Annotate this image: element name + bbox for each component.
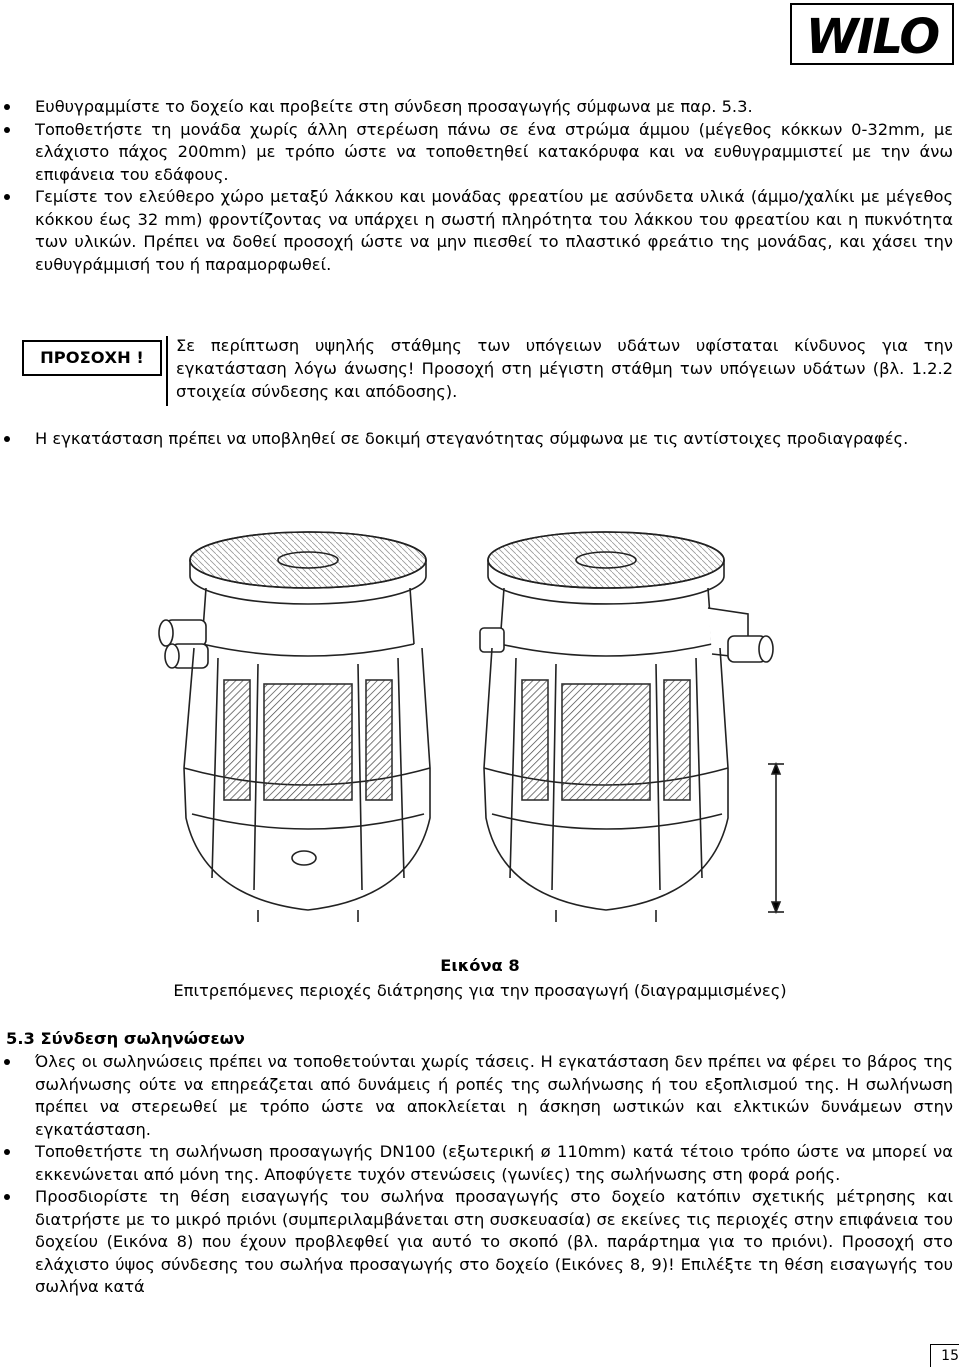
page-number: 15: [930, 1344, 959, 1367]
list-item: Τοποθετήστε τη μονάδα χωρίς άλλη στερέωση πάνω σε ένα στρώμα άμμου (μέγεθος κόκκων 0-32mm, με ελάχιστο πάχος 200mm) με τρόπο ώστε να τοποθετηθεί κατακόρυφα και να ευθυγραμμιστεί με την άνω επιφάνεια του εδάφους.: [35, 119, 953, 187]
warning-label: ΠΡΟΣΟΧΗ !: [22, 340, 162, 376]
list-item: Τοποθετήστε τη σωλήνωση προσαγωγής DN100 (εξωτερική ø 110mm) κατά τέτοιο τρόπο ώστε να μπορεί να εκκενώνεται από μόνη της. Αποφύγετε τυχόν στενώσεις (γωνίες) της σωλήνωσης στη φορά ροής.: [35, 1141, 953, 1186]
instructions-list-3: [35, 1051, 953, 1299]
svg-text:WILO: WILO: [805, 9, 939, 61]
list-item: Ευθυγραμμίστε το δοχείο και προβείτε στη σύνδεση προσαγωγής σύμφωνα με παρ. 5.3.: [35, 96, 953, 119]
figure-caption: Επιτρεπόμενες περιοχές διάτρησης για την προσαγωγή (διαγραμμισμένες): [173, 981, 787, 1000]
list-item: Προσδιορίστε τη θέση εισαγωγής του σωλήνα προσαγωγής στο δοχείο κατόπιν σχετικής μέτρησης και διατρήστε με το μικρό πριόνι (συμπεριλαμβάνεται στη συσκευασία) σε εκείνες τις περιοχές στην επιφάνεια του δοχείου (Εικόνα 8) που έχουν προβλεφθεί για αυτό το σκοπό (βλ. παράρτημα για το πριόνι). Προσοχή στο ελάχιστο ύψος σύνδεσης του σωλήνα προσαγωγής στο δοχείο (Εικόνες 8, 9)! Επιλέξτε τη θέση εισαγωγής του σωλήνα κατά: [35, 1186, 953, 1299]
list-item: Όλες οι σωληνώσεις πρέπει να τοποθετούνται χωρίς τάσεις. Η εγκατάσταση δεν πρέπει να φέρει το βάρος της σωλήνωσης ούτε να επηρεάζεται από δυνάμεις ή ροπές της σωλήνωσης ή του εξοπλισμού της. Η σωλήνωση πρέπει να στερεωθεί με τρόπο ώστε να αποκλείεται η άσκηση ωστικών και ελκτικών δυνάμεων στην εγκατάσταση.: [35, 1051, 953, 1141]
section-title: 5.3 Σύνδεση σωληνώσεων: [6, 1029, 245, 1048]
tank-drawings: [108, 518, 852, 942]
instructions-list-1: [35, 96, 953, 276]
instructions-list-2: [35, 428, 953, 451]
wilo-logo-mark: [796, 9, 948, 61]
list-item: Γεμίστε τον ελεύθερο χώρο μεταξύ λάκκου και μονάδας φρεατίου με ασύνδετα υλικά (άμμο/χαλίκι με μέγεθος κόκκου έως 32 mm) φροντίζοντας να υπάρχει η σωστή πληρότητα του λάκκου του φρεατίου και η πυκνότητα των υλικών. Πρέπει να δοθεί προσοχή ώστε να μην πιεσθεί το πλαστικό φρεάτιο της μονάδας, και χάσει την ευθυγράμμισή του ή παραμορφωθεί.: [35, 186, 953, 276]
right-tank: [480, 532, 784, 922]
left-tank: [159, 532, 430, 922]
warning-divider: [166, 336, 168, 406]
wilo-logo: [790, 3, 954, 65]
warning-text: Σε περίπτωση υψηλής στάθμης των υπόγειων υδάτων υφίσταται κίνδυνος για την εγκατάσταση λόγω άνωσης! Προσοχή στη μέγιστη στάθμη των υπόγειων υδάτων (βλ. 1.2.2 στοιχεία σύνδεσης και απόδοσης).: [176, 336, 953, 401]
list-item: Η εγκατάσταση πρέπει να υποβληθεί σε δοκιμή στεγανότητας σύμφωνα με τις αντίστοιχες προδιαγραφές.: [35, 428, 953, 451]
tank-drawings-figure: [108, 518, 852, 942]
figure-title: Εικόνα 8: [440, 956, 520, 975]
